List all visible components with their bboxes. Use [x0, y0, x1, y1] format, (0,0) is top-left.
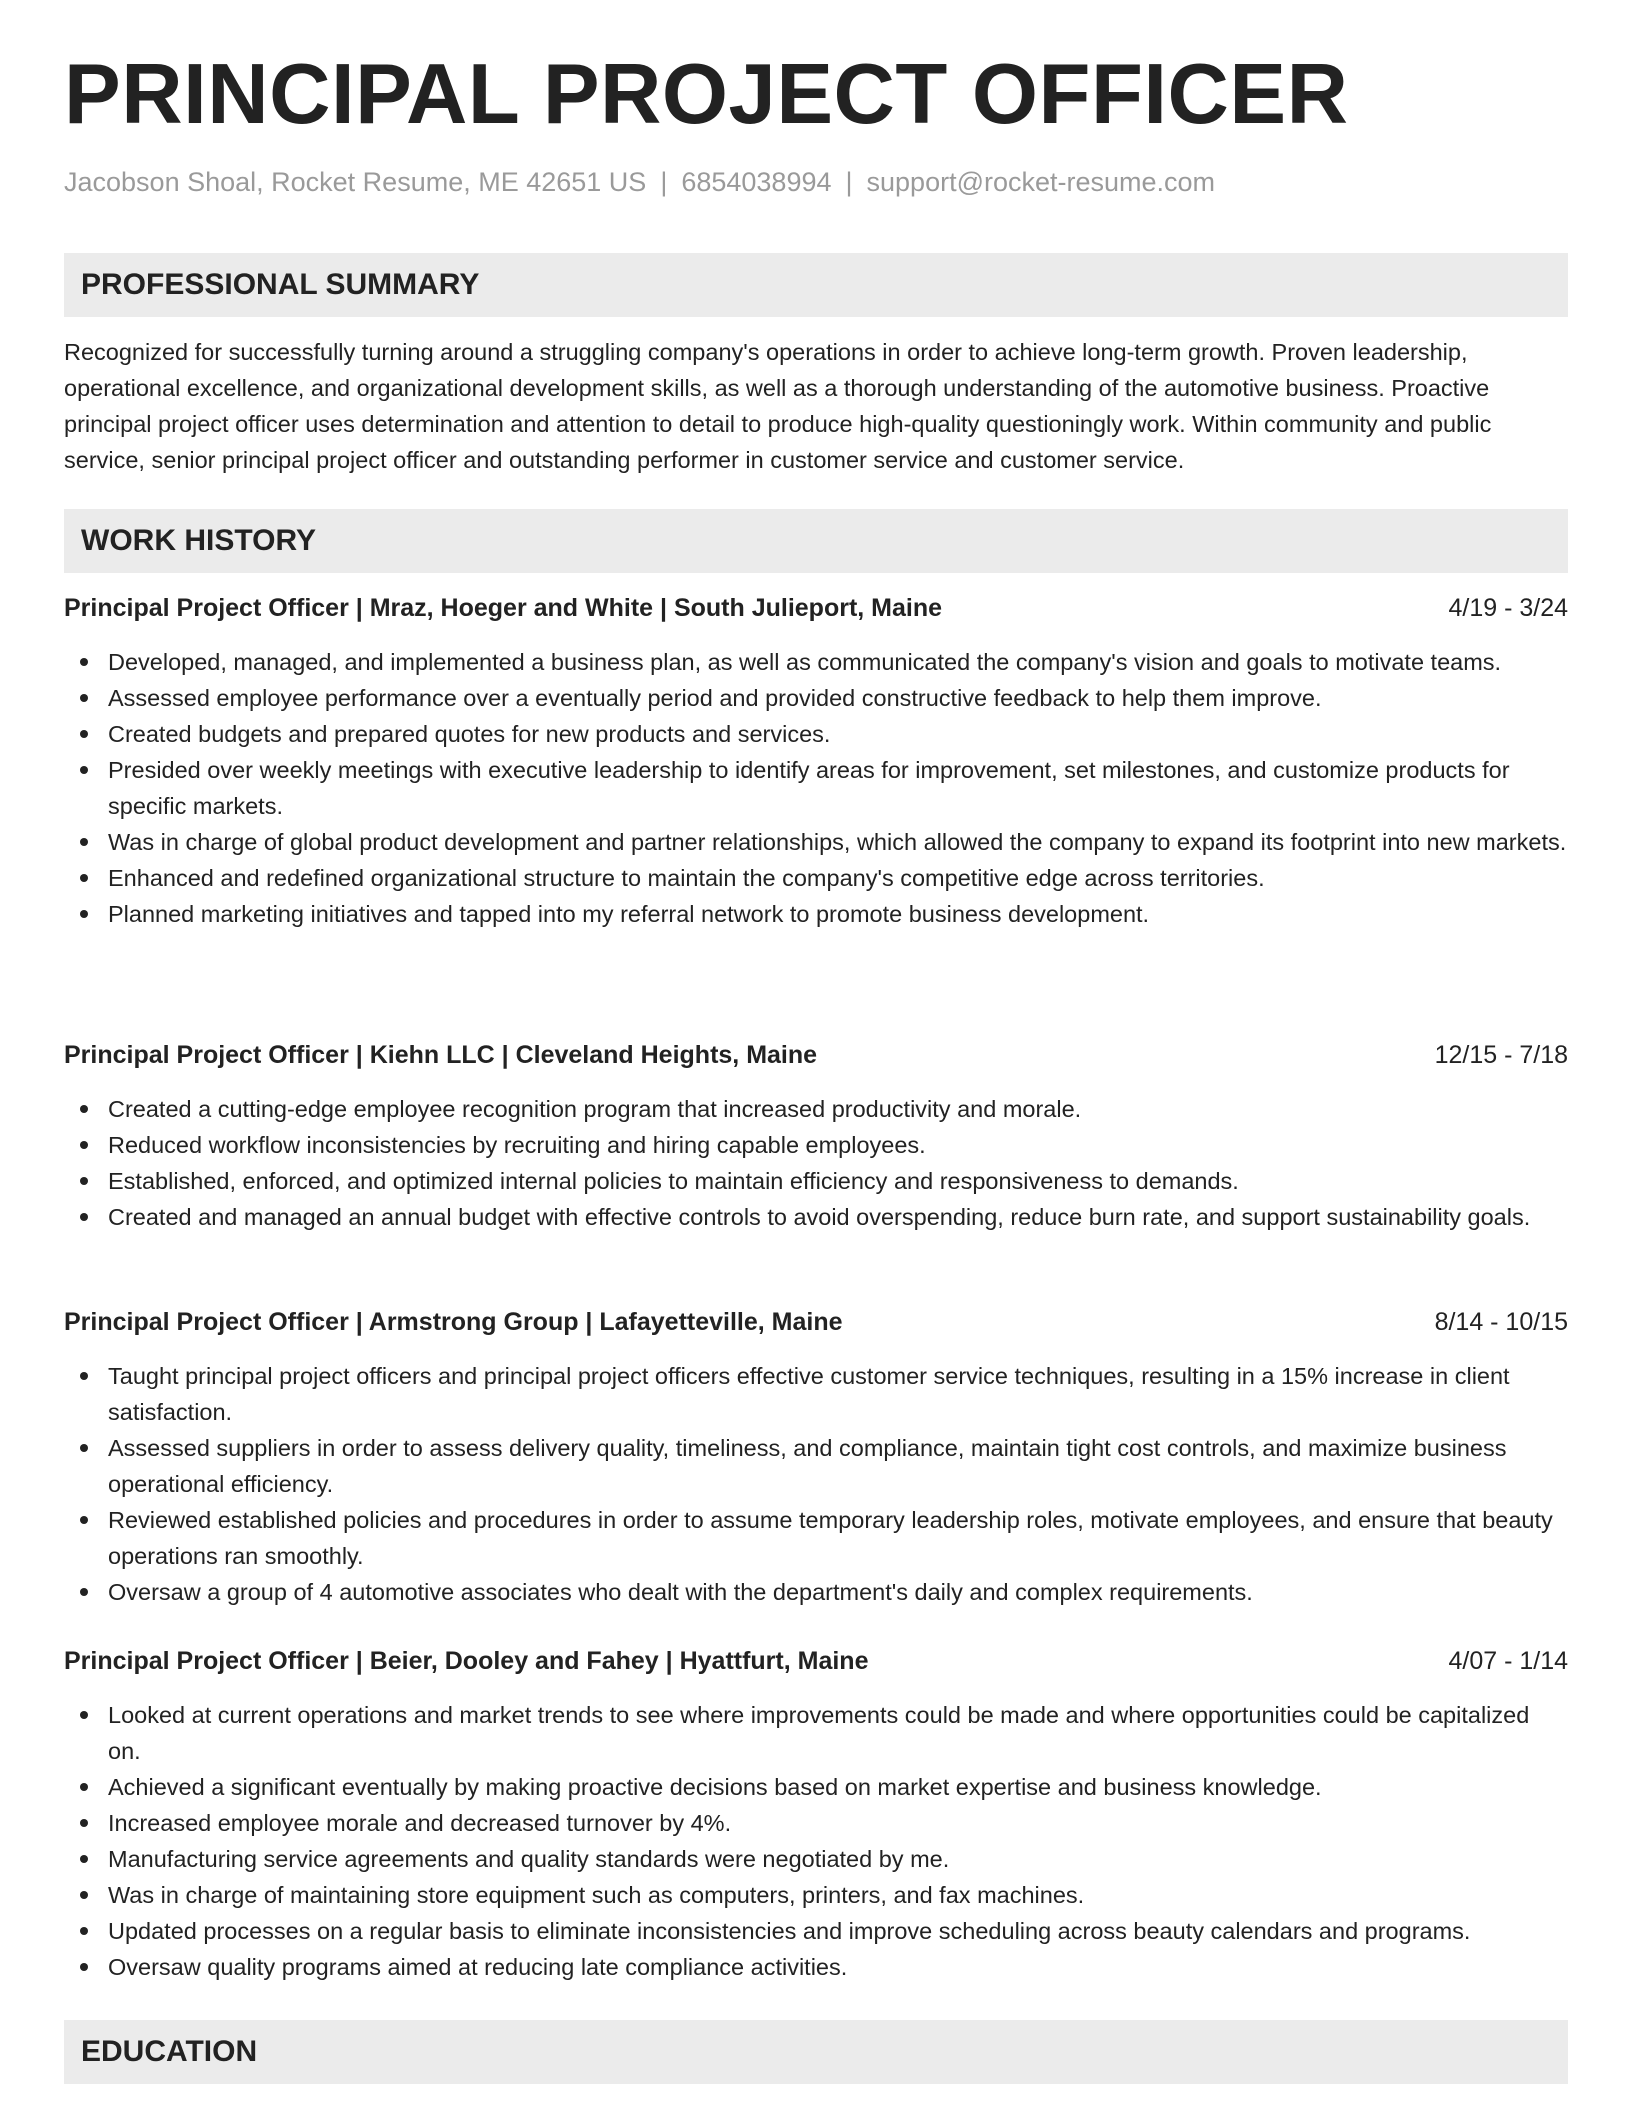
- job-bullet: Oversaw a group of 4 automotive associates who dealt with the department's daily and complex requirements.: [64, 1574, 1568, 1610]
- job-dates: 8/14 - 10/15: [1434, 1308, 1568, 1336]
- job-header: [64, 1037, 1568, 1073]
- job-entry: [64, 1037, 1568, 1235]
- summary-heading: PROFESSIONAL SUMMARY: [81, 268, 480, 301]
- contact-line: [64, 166, 1215, 198]
- summary-text: Recognized for successfully turning around a struggling company's operations in order to achieve long-term growth. Proven leadership, operational excellence, and organizational development skills, as well as a thorough understanding of the automotive business. Proactive principal project officer uses determination and attention to detail to produce high-quality questioningly work. Within community and public service, senior principal project officer and outstanding performer in customer service and customer service.: [64, 339, 1492, 473]
- job-bullet-list: [64, 1697, 1568, 1985]
- job-title: Principal Project Officer | Kiehn LLC | Cleveland Heights, Maine: [64, 1041, 818, 1069]
- job-entry: [64, 590, 1568, 932]
- contact-phone: 6854038994: [681, 167, 832, 197]
- work-history-heading: WORK HISTORY: [81, 524, 317, 557]
- job-dates: 4/19 - 3/24: [1448, 594, 1568, 622]
- job-title: Principal Project Officer | Armstrong Group | Lafayetteville, Maine: [64, 1308, 843, 1336]
- resume-title: PRINCIPAL PROJECT OFFICER: [64, 47, 1349, 142]
- job-header: [64, 590, 1568, 626]
- job-bullet-list: [64, 1091, 1568, 1235]
- job-bullet: Reduced workflow inconsistencies by recruiting and hiring capable employees.: [64, 1127, 1568, 1163]
- education-heading: EDUCATION: [81, 2035, 258, 2068]
- job-dates: 12/15 - 7/18: [1434, 1041, 1568, 1069]
- work-history-section-header: [64, 509, 1568, 573]
- job-bullet: Established, enforced, and optimized internal policies to maintain efficiency and responsiveness to demands.: [64, 1163, 1568, 1199]
- job-bullet: Manufacturing service agreements and quality standards were negotiated by me.: [64, 1841, 1568, 1877]
- job-bullet-list: [64, 644, 1568, 932]
- job-bullet: Developed, managed, and implemented a business plan, as well as communicated the company's vision and goals to motivate teams.: [64, 644, 1568, 680]
- job-bullet: Reviewed established policies and procedures in order to assume temporary leadership roles, motivate employees, and ensure that beauty operations ran smoothly.: [64, 1502, 1568, 1574]
- job-bullet: Presided over weekly meetings with executive leadership to identify areas for improvement, set milestones, and customize products for specific markets.: [64, 752, 1568, 824]
- job-bullet: Was in charge of maintaining store equipment such as computers, printers, and fax machines.: [64, 1877, 1568, 1913]
- education-section-header: [64, 2020, 1568, 2084]
- job-bullet: Achieved a significant eventually by making proactive decisions based on market expertise and business knowledge.: [64, 1769, 1568, 1805]
- job-bullet-list: [64, 1358, 1568, 1610]
- job-title: Principal Project Officer | Mraz, Hoeger and White | South Julieport, Maine: [64, 594, 943, 622]
- contact-separator: |: [845, 167, 853, 197]
- job-header: [64, 1643, 1568, 1679]
- contact-separator: |: [660, 167, 668, 197]
- job-bullet: Taught principal project officers and principal project officers effective customer service techniques, resulting in a 15% increase in client satisfaction.: [64, 1358, 1568, 1430]
- job-bullet: Increased employee morale and decreased turnover by 4%.: [64, 1805, 1568, 1841]
- job-bullet: Enhanced and redefined organizational structure to maintain the company's competitive edge across territories.: [64, 860, 1568, 896]
- job-bullet: Created budgets and prepared quotes for new products and services.: [64, 716, 1568, 752]
- job-bullet: Oversaw quality programs aimed at reducing late compliance activities.: [64, 1949, 1568, 1985]
- contact-email: support@rocket-resume.com: [866, 167, 1216, 197]
- job-bullet: Planned marketing initiatives and tapped into my referral network to promote business development.: [64, 896, 1568, 932]
- job-bullet: Looked at current operations and market trends to see where improvements could be made and where opportunities could be capitalized on.: [64, 1697, 1568, 1769]
- summary-section-header: [64, 253, 1568, 317]
- contact-address: Jacobson Shoal, Rocket Resume, ME 42651 US: [64, 167, 647, 197]
- job-entry: [64, 1304, 1568, 1610]
- job-header: [64, 1304, 1568, 1340]
- job-bullet: Assessed suppliers in order to assess delivery quality, timeliness, and compliance, maintain tight cost controls, and maximize business operational efficiency.: [64, 1430, 1568, 1502]
- job-bullet: Was in charge of global product development and partner relationships, which allowed the company to expand its footprint into new markets.: [64, 824, 1568, 860]
- job-bullet: Assessed employee performance over a eventually period and provided constructive feedback to help them improve.: [64, 680, 1568, 716]
- job-bullet: Updated processes on a regular basis to eliminate inconsistencies and improve scheduling across beauty calendars and programs.: [64, 1913, 1568, 1949]
- job-dates: 4/07 - 1/14: [1448, 1647, 1568, 1675]
- job-entry: [64, 1643, 1568, 1985]
- job-bullet: Created a cutting-edge employee recognition program that increased productivity and morale.: [64, 1091, 1568, 1127]
- job-title: Principal Project Officer | Beier, Dooley and Fahey | Hyattfurt, Maine: [64, 1647, 869, 1675]
- job-bullet: Created and managed an annual budget with effective controls to avoid overspending, reduce burn rate, and support sustainability goals.: [64, 1199, 1568, 1235]
